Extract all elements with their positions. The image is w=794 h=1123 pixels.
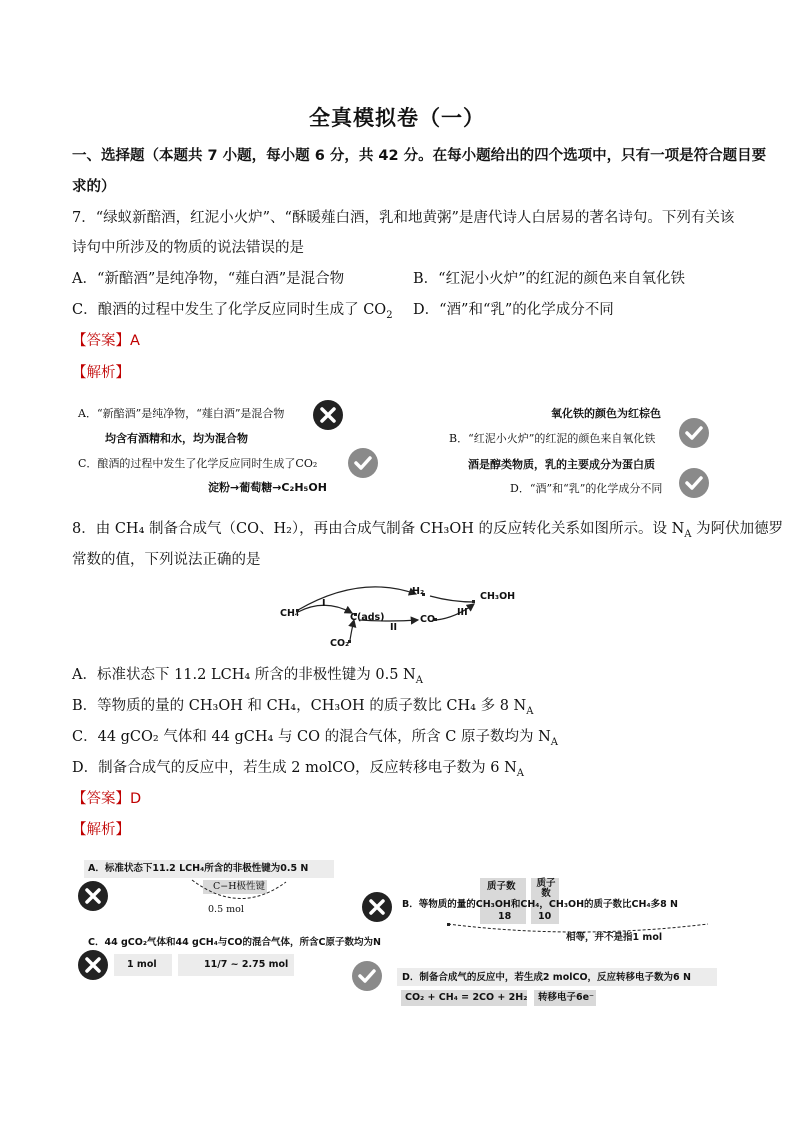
q8-fig-b-head2: 质子数 xyxy=(536,878,556,899)
q8-option-c xyxy=(72,727,558,753)
q8-diagram-step2: II xyxy=(390,622,398,633)
q8-option-c-sub: A xyxy=(550,736,558,748)
q8-stem-line1 xyxy=(72,519,783,545)
page-title: 全真模拟卷（一） xyxy=(309,106,485,130)
q8-fig-a-text: A．标准状态下11.2 LCH₄所含的非极性键为0.5 N xyxy=(88,863,309,874)
q7-stem-line2: 诗句中所涉及的物质的说法错误的是 xyxy=(72,240,304,256)
q8-fig-b-val1: 18 xyxy=(498,911,512,922)
q7-stem-line1: 7．“绿蚁新醅酒，红泥小火炉”、“酥暖薤白酒，乳和地黄粥”是唐代诗人白居易的著名诗句。下列有关该 xyxy=(72,210,735,226)
q8-option-a-text: A．标准状态下 11.2 LCH₄ 所含的非极性键为 0.5 N xyxy=(72,667,416,683)
q8-fig-b-val2: 10 xyxy=(538,911,552,922)
q8-option-b-text: B．等物质的量的 CH₃OH 和 CH₄，CH₃OH 的质子数比 CH₄ 多 8 N xyxy=(72,698,527,714)
q8-answer-value: D xyxy=(130,791,142,807)
q8-analysis-label: 【解析】 xyxy=(72,822,130,838)
q8-answer xyxy=(72,789,141,809)
q7-fig-c-text: C．酿酒的过程中发生了化学反应同时生成了CO₂ xyxy=(78,457,318,470)
q8-diagram-step3: III xyxy=(457,607,468,618)
q7-fig-c-check-icon xyxy=(348,448,378,478)
q8-diagram-co2: CO₂ xyxy=(330,638,350,649)
q8-fig-d-check-icon xyxy=(352,961,382,991)
q8-fig-c-wrong-icon xyxy=(78,950,108,980)
q7-option-a: A．“新醅酒”是纯净物，“薤白酒”是混合物 xyxy=(72,271,345,287)
q7-fig-d-check-icon xyxy=(679,468,709,498)
q7-answer xyxy=(72,331,140,351)
q8-fig-a-wrong-icon xyxy=(78,881,108,911)
q8-fig-d-note: 转移电子6e⁻ xyxy=(538,992,595,1003)
q7-fig-b-check-icon xyxy=(679,418,709,448)
q8-diagram-ch4: CH₄ xyxy=(280,608,300,619)
q8-diagram-cads: C(ads) xyxy=(350,612,385,623)
q7-option-c-text: C．酿酒的过程中发生了化学反应同时生成了 CO xyxy=(72,302,387,318)
q8-option-a xyxy=(72,665,423,691)
q7-option-c-sub: 2 xyxy=(386,309,393,321)
q8-stem-line1-sub: A xyxy=(684,528,692,540)
q7-fig-a-note: 均含有酒精和水，均为混合物 xyxy=(105,432,248,445)
q7-fig-d-note: 酒是醇类物质，乳的主要成分为蛋白质 xyxy=(468,458,655,471)
q8-stem-line1-text: 8．由 CH₄ 制备合成气（CO、H₂），再由合成气制备 CH₃OH 的反应转化关系如图所示。设 N xyxy=(72,521,685,537)
q8-fig-b-head1: 质子数 xyxy=(487,881,516,892)
q7-answer-value: A xyxy=(130,333,140,349)
q7-fig-a-text: A．“新醅酒”是纯净物，“薤白酒”是混合物 xyxy=(78,407,285,420)
q8-diagram-h2: H₂ xyxy=(412,586,425,597)
q8-fig-a-note: 0.5 mol xyxy=(208,904,244,915)
q8-stem-line2: 常数的值，下列说法正确的是 xyxy=(72,552,261,568)
q8-option-b xyxy=(72,696,533,722)
q8-answer-label: 【答案】 xyxy=(72,791,130,807)
q8-stem-line1-tail: 为阿伏加德罗 xyxy=(691,521,784,537)
q8-fig-d-eq: CO₂ + CH₄ = 2CO + 2H₂ xyxy=(405,992,528,1003)
q8-fig-c-box2-text: 11/7 ~ 2.75 mol xyxy=(204,959,289,970)
q8-fig-c-box1-text: 1 mol xyxy=(127,959,157,970)
section-header-line2: 求的） xyxy=(72,179,116,195)
q7-analysis-label: 【解析】 xyxy=(72,365,130,381)
q8-option-d xyxy=(72,758,524,784)
q7-option-d: D．“酒”和“乳”的化学成分不同 xyxy=(413,302,614,318)
q8-option-d-sub: A xyxy=(516,767,525,779)
q7-fig-a-wrong-icon xyxy=(313,400,343,430)
q8-option-c-text: C．44 gCO₂ 气体和 44 gCH₄ 与 CO 的混合气体，所含 C 原子数均为 N xyxy=(72,729,551,745)
section-header-line1: 一、选择题（本题共 7 小题，每小题 6 分，共 42 分。在每小题给出的四个选项中，只有一项是符合题目要 xyxy=(72,148,767,164)
q7-option-c xyxy=(72,300,393,326)
q7-fig-d-text: D．“酒”和“乳”的化学成分不同 xyxy=(510,482,663,495)
q7-fig-c-note: 淀粉→葡萄糖→C₂H₅OH xyxy=(208,481,327,494)
q8-diagram-ch3oh: CH₃OH xyxy=(480,591,516,602)
q7-fig-b-text: B．“红泥小火炉”的红泥的颜色来自氧化铁 xyxy=(449,432,656,445)
q8-fig-a-box-text: C−H极性键 xyxy=(213,881,266,892)
q8-fig-b-text: B．等物质的量的CH₃OH和CH₄，CH₃OH的质子数比CH₄多8 N xyxy=(402,899,678,910)
q8-fig-b-wrong-icon xyxy=(362,892,392,922)
q8-fig-c-text: C．44 gCO₂气体和44 gCH₄与CO的混合气体，所含C原子数均为N xyxy=(88,937,381,948)
q8-option-d-text: D．制备合成气的反应中，若生成 2 molCO，反应转移电子数为 6 N xyxy=(72,760,517,776)
q7-option-b: B．“红泥小火炉”的红泥的颜色来自氧化铁 xyxy=(413,271,685,287)
q8-option-a-sub: A xyxy=(415,674,423,686)
q8-diagram-step1: I xyxy=(322,598,326,609)
q7-answer-label: 【答案】 xyxy=(72,333,130,349)
q7-fig-b-note: 氧化铁的颜色为红棕色 xyxy=(551,407,661,420)
q8-option-b-sub: A xyxy=(526,705,534,717)
q8-fig-d-text: D．制备合成气的反应中，若生成2 molCO，反应转移电子数为6 N xyxy=(402,972,691,983)
q8-fig-b-note: 相等，并不是指1 mol xyxy=(566,932,663,943)
q8-diagram-co: CO xyxy=(420,614,436,625)
